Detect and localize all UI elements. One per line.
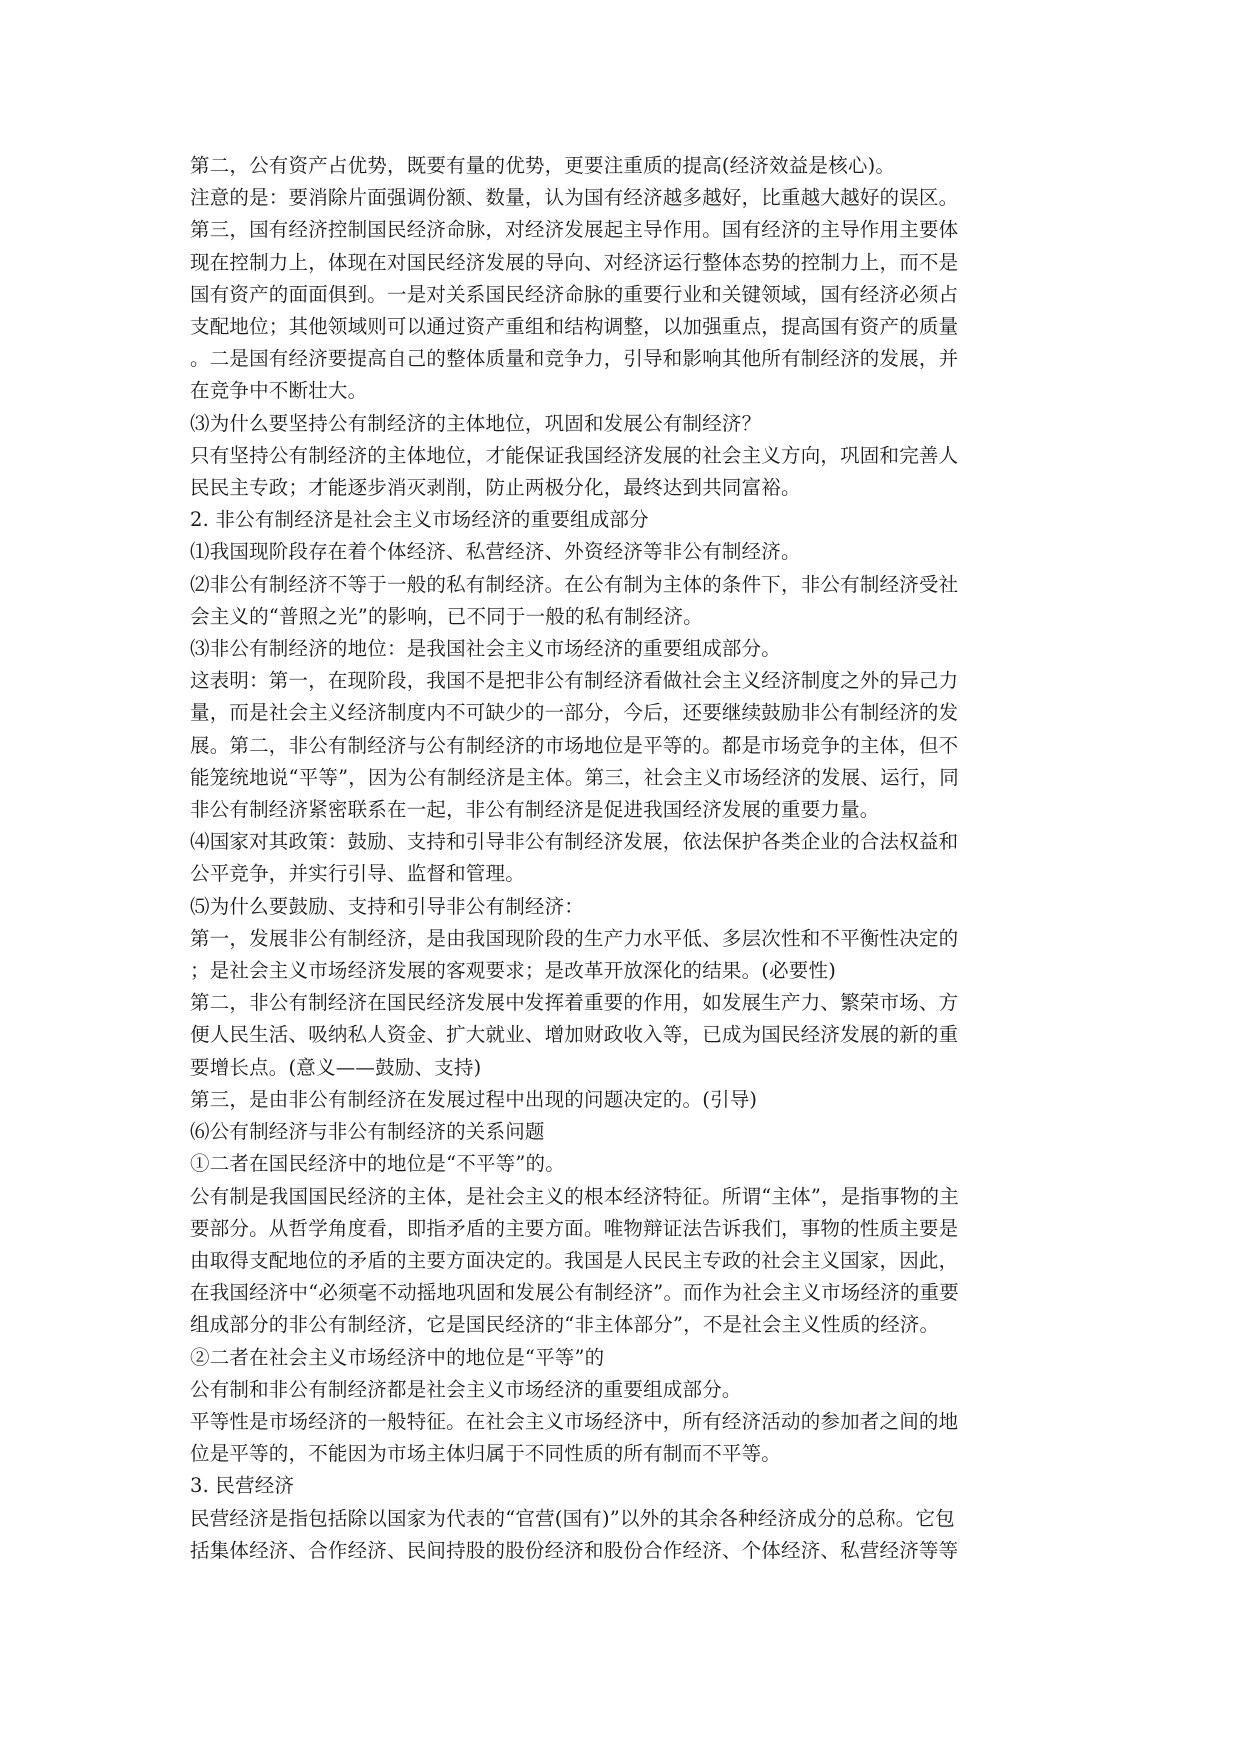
text-line: 公平竞争，并实行引导、监督和管理。 (190, 862, 525, 886)
text-line: 量，而是社会主义经济制度内不可缺少的一部分，今后，还要继续鼓励非公有制经济的发 (190, 701, 959, 725)
text-line: 位是平等的，不能因为市场主体归属于不同性质的所有制而不平等。 (190, 1442, 782, 1466)
text-line: 现在控制力上，体现在对国民经济发展的导向、对经济运行整体态势的控制力上，而不是 (190, 250, 959, 274)
document-body (190, 150, 1060, 1567)
text-line: ⑷国家对其政策：鼓励、支持和引导非公有制经济发展，依法保护各类企业的合法权益和 (190, 830, 959, 854)
section-heading: 2. 非公有制经济是社会主义市场经济的重要组成部分 (190, 508, 649, 532)
text-line: 能笼统地说“平等”，因为公有制经济是主体。第三，社会主义市场经济的发展、运行，同 (190, 765, 959, 789)
text-line: 第三，是由非公有制经济在发展过程中出现的问题决定的。(引导) (190, 1087, 758, 1111)
text-line: 非公有制经济紧密联系在一起，非公有制经济是促进我国经济发展的重要力量。 (190, 798, 880, 822)
section-question: ⑶为什么要坚持公有制经济的主体地位，巩固和发展公有制经济？ (190, 411, 762, 435)
text-line: 注意的是：要消除片面强调份额、数量，认为国有经济越多越好，比重越大越好的误区。 (190, 186, 959, 210)
text-line: ⑵非公有制经济不等于一般的私有制经济。在公有制为主体的条件下，非公有制经济受社 (190, 572, 959, 596)
text-line: ①二者在国民经济中的地位是“不平等”的。 (190, 1152, 565, 1176)
text-line: 括集体经济、合作经济、民间持股的股份经济和股份合作经济、个体经济、私营经济等等 (190, 1538, 959, 1562)
text-line: 第二，非公有制经济在国民经济发展中发挥着重要的作用，如发展生产力、繁荣市场、方 (190, 991, 959, 1015)
text-line: 只有坚持公有制经济的主体地位，才能保证我国经济发展的社会主义方向，巩固和完善人 (190, 443, 959, 467)
text-line: 由取得支配地位的矛盾的主要方面决定的。我国是人民民主专政的社会主义国家，因此， (190, 1248, 959, 1272)
text-line: 第三，国有经济控制国民经济命脉，对经济发展起主导作用。国有经济的主导作用主要体 (190, 218, 959, 242)
text-line: 第二，公有资产占优势，既要有量的优势，更要注重质的提高(经济效益是核心)。 (190, 154, 896, 177)
text-line: 在我国经济中“必须毫不动摇地巩固和发展公有制经济”。而作为社会主义市场经济的重要 (190, 1281, 959, 1305)
text-line: 这表明：第一，在现阶段，我国不是把非公有制经济看做社会主义经济制度之外的异己力 (190, 669, 959, 693)
text-line: 第一，发展非公有制经济，是由我国现阶段的生产力水平低、多层次性和不平衡性决定的 (190, 926, 959, 950)
text-line: ②二者在社会主义市场经济中的地位是“平等”的 (190, 1345, 605, 1369)
text-line: 要增长点。(意义——鼓励、支持) (190, 1055, 482, 1079)
text-line: 民民主专政；才能逐步消灭剥削，防止两极分化，最终达到共同富裕。 (190, 476, 801, 500)
text-line: 便人民生活、吸纳私人资金、扩大就业、增加财政收入等，已成为国民经济发展的新的重 (190, 1023, 959, 1047)
text-line: 会主义的“普照之光”的影响，已不同于一般的私有制经济。 (190, 604, 703, 628)
text-line: ⑶非公有制经济的地位：是我国社会主义市场经济的重要组成部分。 (190, 637, 782, 661)
text-line: ⑴我国现阶段存在着个体经济、私营经济、外资经济等非公有制经济。 (190, 540, 801, 564)
section-question: ⑹公有制经济与非公有制经济的关系问题 (190, 1120, 545, 1144)
section-heading: 3. 民营经济 (190, 1474, 295, 1498)
text-line: ；是社会主义市场经济发展的客观要求；是改革开放深化的结果。(必要性) (190, 959, 837, 983)
text-line: 国有资产的面面俱到。一是对关系国民经济命脉的重要行业和关键领域，国有经济必须占 (190, 282, 959, 306)
text-line: 支配地位；其他领域则可以通过资产重组和结构调整，以加强重点，提高国有资产的质量 (190, 315, 959, 339)
text-line: 公有制和非公有制经济都是社会主义市场经济的重要组成部分。 (190, 1377, 742, 1401)
text-line: 要部分。从哲学角度看，即指矛盾的主要方面。唯物辩证法告诉我们，事物的性质主要是 (190, 1216, 959, 1240)
text-line: 组成部分的非公有制经济，它是国民经济的“非主体部分”，不是社会主义性质的经济。 (190, 1313, 940, 1337)
text-line: 在竞争中不断壮大。 (190, 379, 368, 403)
text-line: 民营经济是指包括除以国家为代表的“官营(国有)”以外的其余各种经济成分的总称。它包 (190, 1506, 955, 1530)
text-line: 公有制是我国国民经济的主体，是社会主义的根本经济特征。所谓“主体”，是指事物的主 (190, 1184, 959, 1208)
text-line: 展。第二，非公有制经济与公有制经济的市场地位是平等的。都是市场竞争的主体，但不 (190, 733, 959, 757)
text-line: 平等性是市场经济的一般特征。在社会主义市场经济中，所有经济活动的参加者之间的地 (190, 1409, 959, 1433)
section-question: ⑸为什么要鼓励、支持和引导非公有制经济： (190, 894, 585, 918)
text-line: 。二是国有经济要提高自己的整体质量和竞争力，引导和影响其他所有制经济的发展，并 (190, 347, 959, 371)
